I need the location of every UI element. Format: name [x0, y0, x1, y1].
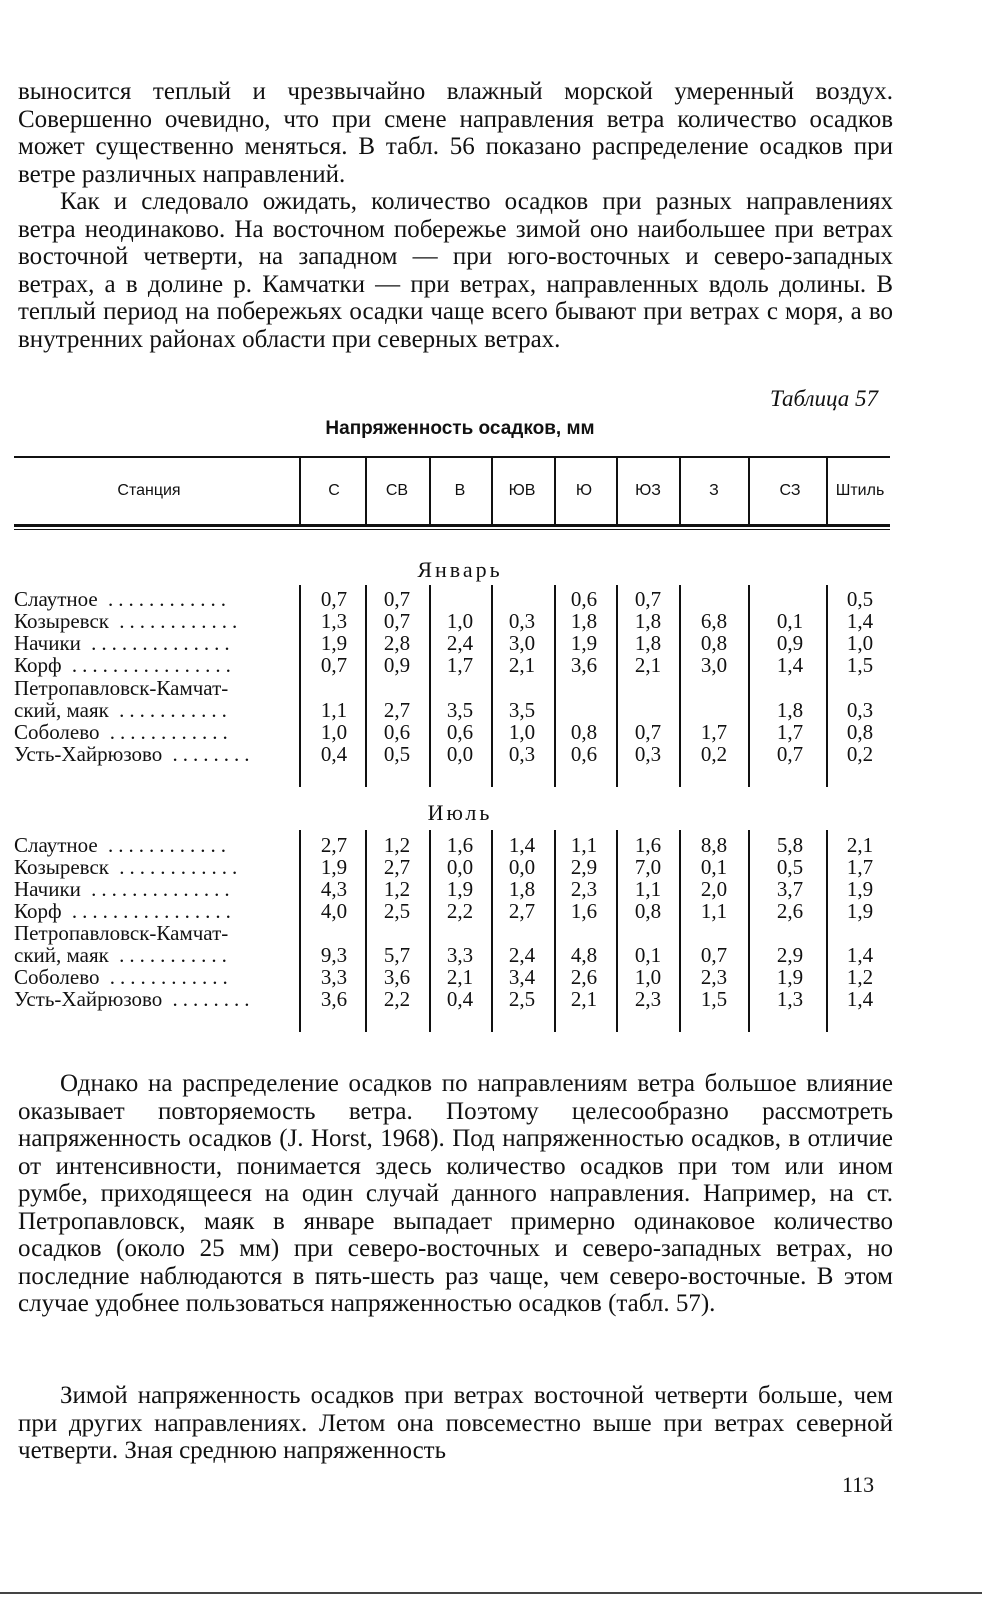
table-row-station-line1	[0, 922, 900, 944]
table-cell: 1,6	[446, 833, 474, 857]
table-cell: 0,8	[570, 720, 598, 744]
table-cell: 1,7	[776, 720, 804, 744]
table-header-8: СЗ	[779, 482, 801, 499]
page-number: 113	[842, 1472, 875, 1497]
station-name: Соболево ............	[14, 965, 233, 989]
station-name: Соболево ............	[14, 720, 233, 744]
table-cell: 2,0	[700, 877, 728, 901]
table-cell: 0,8	[700, 631, 728, 655]
table-cell: 2,6	[570, 965, 598, 989]
table-cell: 1,0	[508, 720, 536, 744]
table-cell: 0,7	[634, 720, 662, 744]
station-name: Усть-Хайрюзово ........	[14, 987, 255, 1011]
table-row	[0, 610, 900, 632]
table-cell: 0,3	[846, 698, 874, 722]
table-row	[0, 944, 900, 966]
station-name: Корф ................	[14, 899, 236, 923]
table-cell: 1,2	[383, 877, 411, 901]
table-cell: 0,5	[846, 587, 874, 611]
table-row	[0, 900, 900, 922]
table-cell: 1,4	[508, 833, 536, 857]
table-cell: 4,8	[570, 943, 598, 967]
table-header-rule-2	[14, 529, 890, 530]
table-cell: 1,1	[570, 833, 598, 857]
table-cell: 2,7	[383, 698, 411, 722]
table-cell: 0,7	[700, 943, 728, 967]
table-cell: 1,7	[846, 855, 874, 879]
table-cell: 2,1	[846, 833, 874, 857]
table-row	[0, 654, 900, 676]
table-cell: 3,5	[508, 698, 536, 722]
table-cell: 1,0	[846, 631, 874, 655]
station-name: ский, маяк ...........	[14, 943, 232, 967]
footer-rule	[0, 1592, 982, 1594]
table-cell: 0,9	[383, 653, 411, 677]
station-name: Козыревск ............	[14, 609, 243, 633]
table-cell: 2,4	[508, 943, 536, 967]
table-cell: 1,1	[634, 877, 662, 901]
table-header-0: Станция	[117, 482, 181, 499]
table-cell: 0,1	[700, 855, 728, 879]
table-cell: 0,1	[776, 609, 804, 633]
table-header-1: С	[328, 482, 340, 499]
table-cell: 0,1	[634, 943, 662, 967]
paragraph-4: Зимой напряженность осадков при ветрах восточной четверти больше, чем при других направлениях. Летом она повсеместно выше при ветрах северной четверти. Зная среднюю напряженность	[18, 1382, 893, 1464]
table-cell: 1,2	[383, 833, 411, 857]
paragraph-3: Однако на распределение осадков по направлениям ветра большое влияние оказывает повторяемость ветра. Поэтому целесообразно рассмотреть напряженность осадков (J. Horst, 1968). Под напряженностью осадков, в отличие от интенсивности, понимается здесь количество осадков при том или ином румбе, приходящееся на один случай данного направления. Например, на ст. Петропавловск, маяк в январе выпадает примерно одинаковое количество осадков (около 25 мм) при северо-восточных и северо-западных ветрах, но последние наблюдаются в пять-шесть раз чаще, чем северо-восточные. В этом случае удобнее пользоваться напряженностью осадков (табл. 57).	[18, 1070, 893, 1317]
table-header-9: Штиль	[835, 482, 885, 499]
station-name: Слаутное ............	[14, 587, 231, 611]
table-cell: 3,0	[700, 653, 728, 677]
station-name: Слаутное ............	[14, 833, 231, 857]
table-cell: 3,6	[383, 965, 411, 989]
table-cell: 1,7	[446, 653, 474, 677]
table-top-rule	[14, 456, 890, 458]
table-cell: 2,1	[570, 987, 598, 1011]
header-separator	[826, 458, 828, 524]
table-cell: 3,3	[320, 965, 348, 989]
table-cell: 0,8	[846, 720, 874, 744]
table-cell: 0,8	[634, 899, 662, 923]
table-row	[0, 743, 900, 765]
table-cell: 4,0	[320, 899, 348, 923]
paragraph-1: выносится теплый и чрезвычайно влажный морской умеренный воздух. Совершенно очевидно, что при смене направления ветра количество осадков может существенно меняться. В табл. 56 показано распределение осадков при ветре различных направлений.	[18, 78, 893, 188]
table-row	[0, 632, 900, 654]
table-cell: 0,7	[383, 609, 411, 633]
table-cell: 3,6	[320, 987, 348, 1011]
table-cell: 1,9	[846, 899, 874, 923]
header-separator	[748, 458, 750, 524]
table-cell: 5,8	[776, 833, 804, 857]
table-cell: 0,5	[776, 855, 804, 879]
table-cell: 2,7	[383, 855, 411, 879]
table-header-5: Ю	[575, 482, 593, 499]
table-cell: 2,3	[634, 987, 662, 1011]
table-cell: 2,1	[634, 653, 662, 677]
table-cell: 5,7	[383, 943, 411, 967]
table-cell: 1,3	[320, 609, 348, 633]
table-cell: 0,6	[446, 720, 474, 744]
table-cell: 1,9	[320, 631, 348, 655]
table-cell: 2,5	[508, 987, 536, 1011]
table-cell: 3,6	[570, 653, 598, 677]
table-cell: 1,9	[446, 877, 474, 901]
table-cell: 1,8	[776, 698, 804, 722]
table-cell: 2,4	[446, 631, 474, 655]
table-cell: 0,3	[508, 742, 536, 766]
table-cell: 1,9	[320, 855, 348, 879]
table-cell: 1,6	[634, 833, 662, 857]
table-cell: 0,6	[570, 587, 598, 611]
table-number: Таблица 57	[769, 386, 878, 411]
table-cell: 0,7	[320, 653, 348, 677]
table-cell: 1,9	[570, 631, 598, 655]
table-cell: 2,1	[446, 965, 474, 989]
table-cell: 0,6	[383, 720, 411, 744]
table-cell: 2,6	[776, 899, 804, 923]
table-cell: 2,5	[383, 899, 411, 923]
paragraph-2: Как и следовало ожидать, количество осадков при разных направлениях ветра неодинаково. На восточном побережье зимой оно наибольшее при ветрах восточной четверти, на западном — при юго-восточных и северо-западных ветрах, а в долине р. Камчатки — при ветрах, направленных вдоль долины. В теплый период на побережьях осадки чаще всего бывают при ветрах с моря, а во внутренних районах области при северных ветрах.	[18, 188, 893, 353]
table-cell: 2,3	[700, 965, 728, 989]
station-name: ский, маяк ...........	[14, 698, 232, 722]
table-cell: 9,3	[320, 943, 348, 967]
header-separator	[554, 458, 556, 524]
table-row	[0, 834, 900, 856]
table-cell: 3,7	[776, 877, 804, 901]
table-cell: 0,6	[570, 742, 598, 766]
table-cell: 0,7	[320, 587, 348, 611]
station-name: Начики ..............	[14, 877, 235, 901]
table-cell: 0,4	[320, 742, 348, 766]
table-cell: 3,4	[508, 965, 536, 989]
header-separator	[679, 458, 681, 524]
table-cell: 1,8	[508, 877, 536, 901]
station-name: Усть-Хайрюзово ........	[14, 742, 255, 766]
table-cell: 1,8	[570, 609, 598, 633]
table-cell: 1,1	[320, 698, 348, 722]
header-separator	[616, 458, 618, 524]
table-cell: 2,2	[446, 899, 474, 923]
table-cell: 0,3	[634, 742, 662, 766]
station-name-line1: Петропавловск-Камчат-	[14, 921, 229, 945]
table-cell: 0,4	[446, 987, 474, 1011]
station-name-line1: Петропавловск-Камчат-	[14, 676, 229, 700]
table-header-4: ЮВ	[508, 482, 536, 499]
table-cell: 2,3	[570, 877, 598, 901]
table-cell: 3,5	[446, 698, 474, 722]
header-separator	[491, 458, 493, 524]
table-cell: 1,4	[846, 987, 874, 1011]
table-cell: 2,9	[570, 855, 598, 879]
table-row	[0, 878, 900, 900]
table-header-3: В	[454, 482, 466, 499]
table-header-2: СВ	[385, 482, 409, 499]
table-cell: 0,7	[634, 587, 662, 611]
table-cell: 1,0	[320, 720, 348, 744]
table-cell: 1,0	[634, 965, 662, 989]
table-cell: 1,0	[446, 609, 474, 633]
table-cell: 0,0	[446, 742, 474, 766]
table-cell: 1,9	[846, 877, 874, 901]
section-title: Январь	[417, 557, 503, 582]
section-title: Июль	[427, 800, 493, 825]
table-cell: 2,7	[320, 833, 348, 857]
header-separator	[429, 458, 431, 524]
table-cell: 2,2	[383, 987, 411, 1011]
table-cell: 1,4	[846, 943, 874, 967]
table-cell: 4,3	[320, 877, 348, 901]
table-row	[0, 856, 900, 878]
station-name: Козыревск ............	[14, 855, 243, 879]
table-cell: 1,5	[700, 987, 728, 1011]
table-cell: 0,7	[383, 587, 411, 611]
table-header-6: ЮЗ	[635, 482, 661, 499]
table-cell: 1,7	[700, 720, 728, 744]
table-cell: 2,8	[383, 631, 411, 655]
table-cell: 0,7	[776, 742, 804, 766]
table-cell: 0,0	[446, 855, 474, 879]
table-cell: 1,1	[700, 899, 728, 923]
table-cell: 1,4	[846, 609, 874, 633]
table-cell: 0,9	[776, 631, 804, 655]
table-cell: 8,8	[700, 833, 728, 857]
table-header-rule	[14, 524, 890, 527]
table-row	[0, 988, 900, 1010]
table-row	[0, 588, 900, 610]
table-cell: 7,0	[634, 855, 662, 879]
header-separator	[365, 458, 367, 524]
table-cell: 0,0	[508, 855, 536, 879]
station-name: Начики ..............	[14, 631, 235, 655]
table-cell: 1,8	[634, 609, 662, 633]
table-cell: 3,0	[508, 631, 536, 655]
table-row	[0, 699, 900, 721]
table-cell: 1,6	[570, 899, 598, 923]
table-row-station-line1	[0, 677, 900, 699]
table-title: Напряженность осадков, мм	[325, 418, 595, 439]
table-cell: 0,2	[700, 742, 728, 766]
table-cell: 0,3	[508, 609, 536, 633]
table-cell: 2,7	[508, 899, 536, 923]
table-cell: 3,3	[446, 943, 474, 967]
table-cell: 1,9	[776, 965, 804, 989]
table-cell: 6,8	[700, 609, 728, 633]
table-row	[0, 966, 900, 988]
table-cell: 1,3	[776, 987, 804, 1011]
table-cell: 2,9	[776, 943, 804, 967]
table-header-7: З	[709, 482, 719, 499]
table-cell: 2,1	[508, 653, 536, 677]
table-cell: 1,8	[634, 631, 662, 655]
table-cell: 0,5	[383, 742, 411, 766]
table-cell: 1,2	[846, 965, 874, 989]
header-separator	[299, 458, 301, 524]
table-row	[0, 721, 900, 743]
table-cell: 1,5	[846, 653, 874, 677]
table-cell: 1,4	[776, 653, 804, 677]
table-cell: 0,2	[846, 742, 874, 766]
station-name: Корф ................	[14, 653, 236, 677]
